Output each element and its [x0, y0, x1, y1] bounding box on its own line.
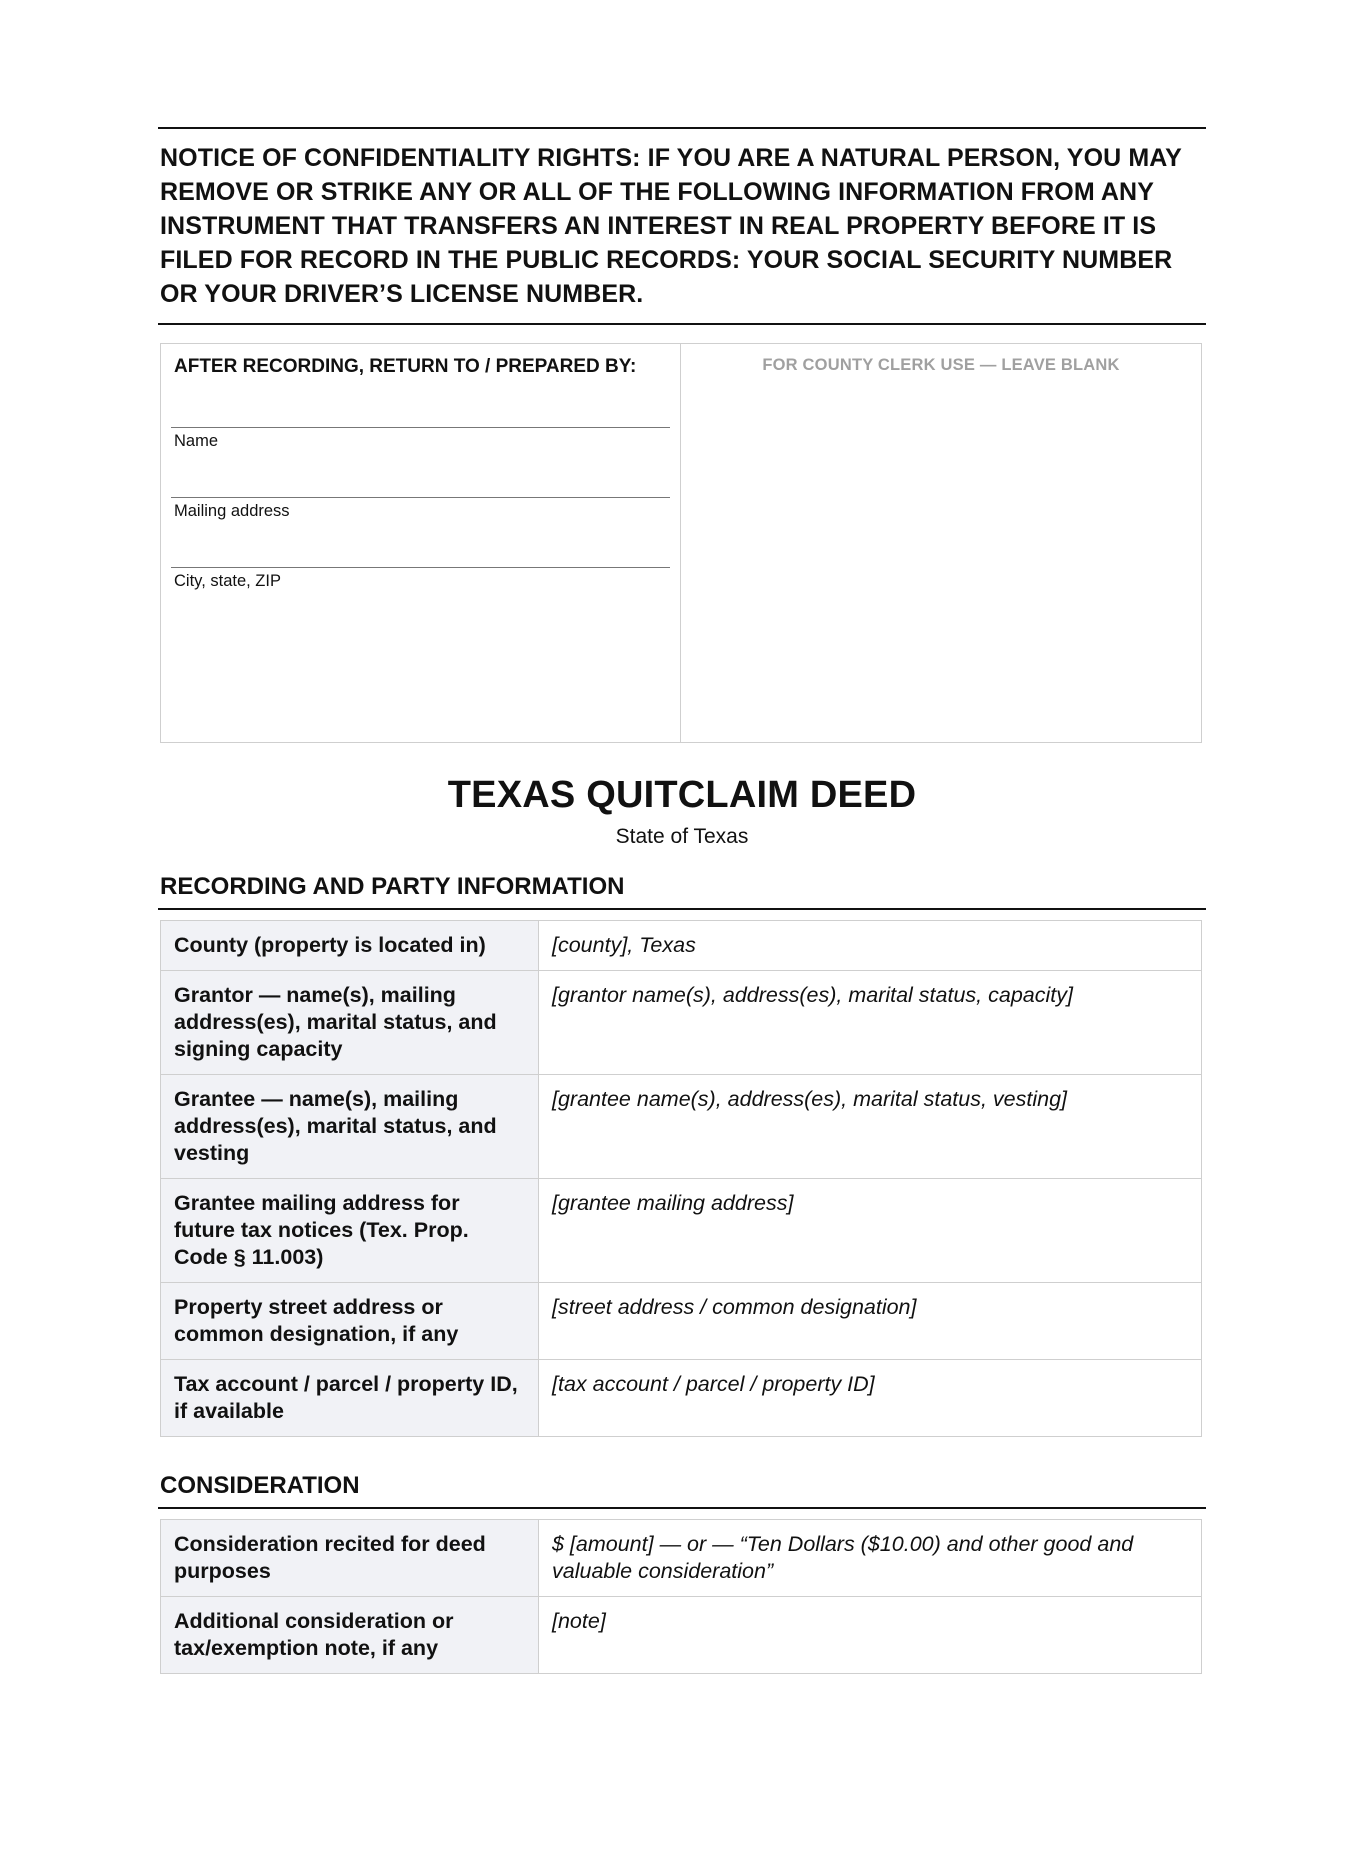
table-row: [161, 1283, 1202, 1360]
row-value: [tax account / parcel / property ID]: [539, 1360, 1202, 1437]
row-value: [grantee mailing address]: [539, 1179, 1202, 1283]
consideration-table: [160, 1519, 1202, 1674]
row-label: Property street address or common designation, if any: [161, 1283, 539, 1360]
row-value: [grantee name(s), address(es), marital status, vesting]: [539, 1075, 1202, 1179]
table-row: [161, 1520, 1202, 1597]
recording-info-table: [160, 920, 1202, 1437]
row-label: Consideration recited for deed purposes: [161, 1520, 539, 1597]
row-label: County (property is located in): [161, 921, 539, 971]
row-label: Grantee mailing address for future tax notices (Tex. Prop. Code § 11.003): [161, 1179, 539, 1283]
return-to-title: AFTER RECORDING, RETURN TO / PREPARED BY:: [174, 356, 637, 377]
document-subtitle: State of Texas: [615, 825, 749, 848]
row-label: Grantee — name(s), mailing address(es), marital status, and vesting: [161, 1075, 539, 1179]
confidentiality-notice: NOTICE OF CONFIDENTIALITY RIGHTS: IF YOU ARE A NATURAL PERSON, YOU MAY REMOVE OR STRIKE ANY OR ALL OF THE FOLLOWING INFORMATION FROM ANY INSTRUMENT THAT TRANSFERS AN INTEREST IN REAL PROPERTY BEFORE IT IS FILED FOR RECORD IN THE PUBLIC RECORDS: YOUR SOCIAL SECURITY NUMBER OR YOUR DRIVER’S LICENSE NUMBER.: [158, 127, 1206, 325]
county-clerk-box: [681, 344, 1201, 742]
row-value: [street address / common designation]: [539, 1283, 1202, 1360]
row-value: [grantor name(s), address(es), marital status, capacity]: [539, 971, 1202, 1075]
row-value: $ [amount] — or — “Ten Dollars ($10.00) and other good and valuable consideration”: [539, 1520, 1202, 1597]
table-row: [161, 921, 1202, 971]
row-value: [county], Texas: [539, 921, 1202, 971]
table-row: [161, 1360, 1202, 1437]
row-label: Tax account / parcel / property ID, if available: [161, 1360, 539, 1437]
mailing-address-field: Mailing address: [171, 497, 670, 521]
return-to-box: [161, 344, 681, 742]
row-label: Additional consideration or tax/exemption note, if any: [161, 1597, 539, 1674]
name-field: Name: [171, 427, 670, 451]
row-value: [note]: [539, 1597, 1202, 1674]
document-title: TEXAS QUITCLAIM DEED: [447, 774, 917, 816]
row-label: Grantor — name(s), mailing address(es), marital status, and signing capacity: [161, 971, 539, 1075]
table-row: [161, 971, 1202, 1075]
recording-header-box: [160, 343, 1202, 743]
table-row: [161, 1597, 1202, 1674]
city-state-zip-field: City, state, ZIP: [171, 567, 670, 591]
deed-page: [158, 127, 1206, 1674]
table-row: [161, 1179, 1202, 1283]
table-row: [161, 1075, 1202, 1179]
county-clerk-label: FOR COUNTY CLERK USE — LEAVE BLANK: [762, 356, 1120, 374]
section-heading-consideration: CONSIDERATION: [158, 1471, 1206, 1509]
section-heading-recording: RECORDING AND PARTY INFORMATION: [158, 872, 1206, 910]
